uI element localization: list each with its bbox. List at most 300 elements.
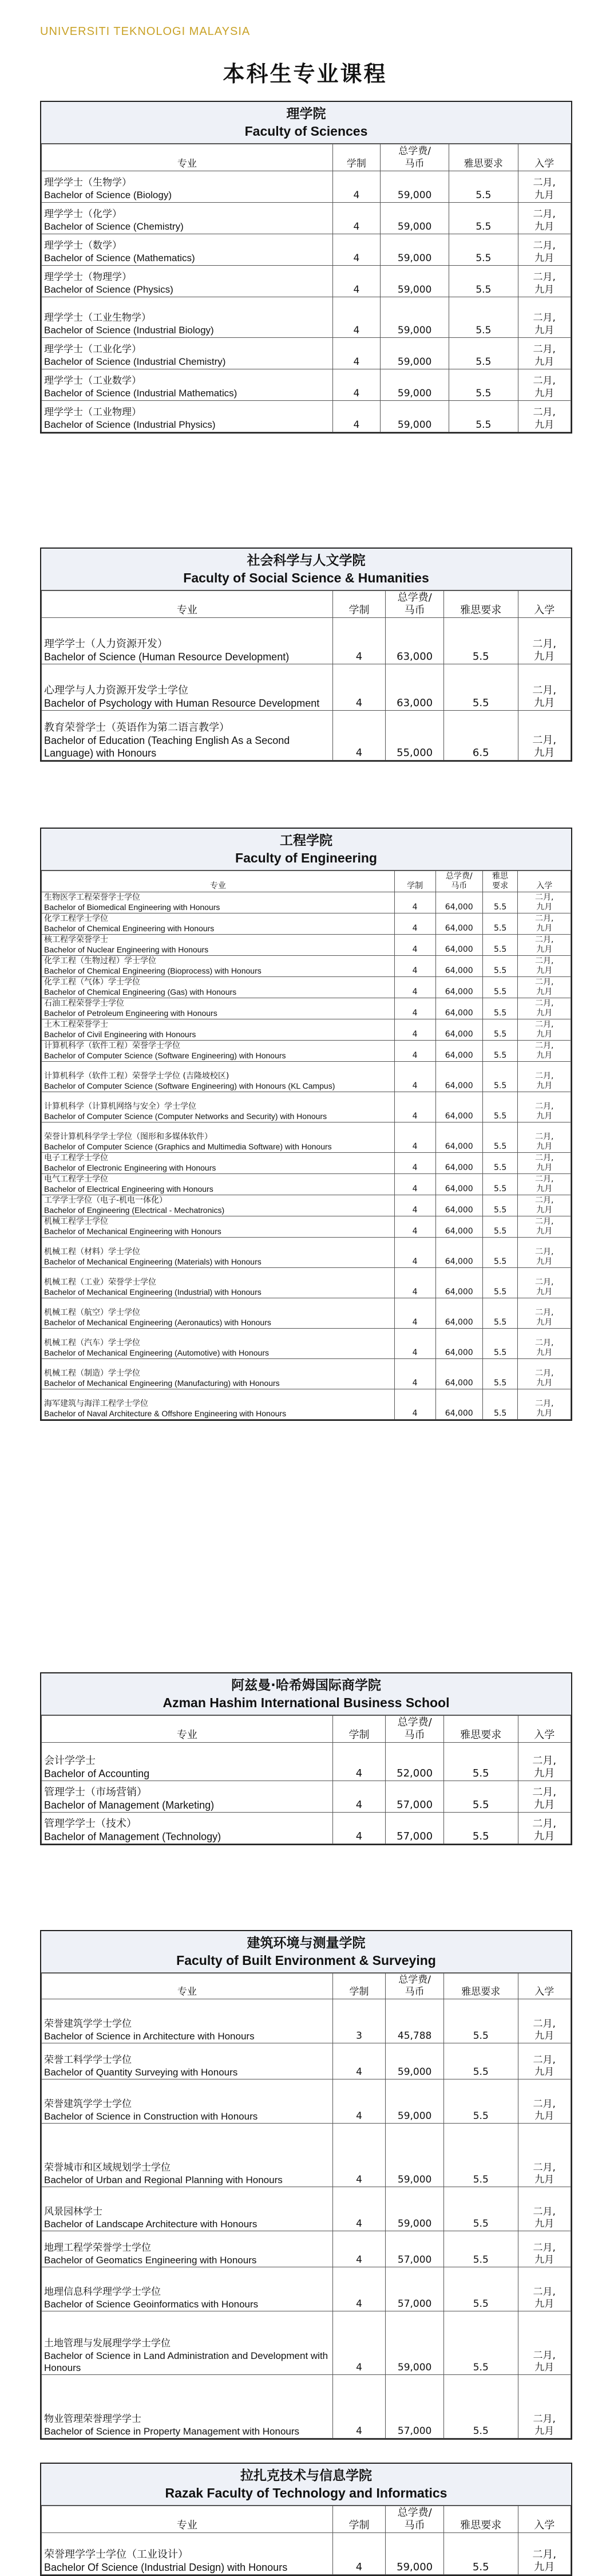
intake-cell: 二月, 九月 <box>518 1781 571 1813</box>
faculty-header <box>41 549 571 590</box>
intake-cell: 二月, 九月 <box>518 2533 571 2575</box>
duration-cell: 4 <box>332 234 380 266</box>
header-duration: 学制 <box>332 1716 386 1743</box>
duration-cell: 4 <box>332 203 380 234</box>
program-name-cell <box>42 1153 395 1174</box>
table-row <box>42 1268 571 1298</box>
faculty-name-zh: 阿兹曼·哈希姆国际商学院 <box>231 1678 381 1693</box>
program-name-zh: 机械工程（航空）学士学位 <box>44 1308 140 1317</box>
fee-cell: 64,000 <box>435 1041 482 1062</box>
intake-cell: 二月, 九月 <box>518 956 571 977</box>
program-name-zh: 地理工程学荣誉学士学位 <box>44 2242 151 2254</box>
intake-cell: 二月, 九月 <box>518 234 571 266</box>
fee-cell: 59,000 <box>386 2043 444 2079</box>
intake-cell: 二月, 九月 <box>518 1743 571 1781</box>
program-name-zh: 管理学学士（技术） <box>44 1818 137 1830</box>
ielts-cell: 5.5 <box>449 338 518 369</box>
program-name-zh: 理学学士（生物学） <box>44 177 132 188</box>
program-name-en: Bachelor of Mechanical Engineering (Manufacturing) with Honours <box>44 1378 280 1388</box>
program-name-zh: 生物医学工程荣誉学士学位 <box>44 893 140 902</box>
ielts-cell: 5.5 <box>444 2043 518 2079</box>
header-ielts: 雅思要求 <box>444 1974 518 1999</box>
intake-cell: 二月, 九月 <box>518 1216 571 1238</box>
duration-cell: 4 <box>394 1329 435 1359</box>
program-name-zh: 机械工程学士学位 <box>44 1217 108 1226</box>
table-row <box>42 369 571 401</box>
ielts-cell: 5.5 <box>482 1268 518 1298</box>
program-name-en: Bachelor of Management (Marketing) <box>44 1799 215 1811</box>
ielts-cell: 5.5 <box>482 892 518 913</box>
table-row <box>42 664 571 711</box>
duration-cell: 4 <box>394 935 435 956</box>
fee-cell: 59,000 <box>381 338 449 369</box>
program-name-zh: 理学学士（工业化学） <box>44 344 141 355</box>
table-row <box>42 2533 571 2575</box>
program-name-en: Bachelor of Science in Construction with Honours <box>44 2111 258 2122</box>
table-row <box>42 1216 571 1238</box>
header-duration: 学制 <box>332 144 380 171</box>
fee-cell: 64,000 <box>435 1122 482 1153</box>
fee-cell: 64,000 <box>435 1174 482 1195</box>
fee-cell: 59,000 <box>386 2079 444 2124</box>
duration-cell: 3 <box>332 1999 386 2043</box>
ielts-cell: 5.5 <box>444 2079 518 2124</box>
table-row <box>42 956 571 977</box>
duration-cell: 4 <box>332 2043 386 2079</box>
program-name-zh: 化学工程学士学位 <box>44 914 108 923</box>
ielts-cell: 5.5 <box>482 977 518 998</box>
table-row <box>42 1298 571 1329</box>
ielts-cell: 5.5 <box>482 1216 518 1238</box>
program-name-cell <box>42 1092 395 1122</box>
fee-cell: 63,000 <box>386 664 444 711</box>
program-name-en: Bachelor of Biomedical Engineering with Honours <box>44 903 220 912</box>
header-program: 专业 <box>42 1974 333 1999</box>
ielts-cell: 5.5 <box>482 1238 518 1268</box>
fee-cell: 55,000 <box>386 711 444 761</box>
intake-cell: 二月, 九月 <box>518 1122 571 1153</box>
program-name-cell <box>42 338 333 369</box>
program-name-cell <box>42 977 395 998</box>
table-row <box>42 1153 571 1174</box>
program-name-en: Bachelor of Electronic Engineering with Honours <box>44 1163 216 1172</box>
header-fee: 总学费/ 马币 <box>386 1716 444 1743</box>
program-name-cell <box>42 1268 395 1298</box>
intake-cell: 二月, 九月 <box>518 1062 571 1092</box>
intake-cell: 二月, 九月 <box>518 1153 571 1174</box>
program-name-cell <box>42 2231 333 2267</box>
program-name-cell <box>42 913 395 935</box>
page-title: 本科生专业课程 <box>223 61 387 86</box>
intake-cell: 二月, 九月 <box>518 1092 571 1122</box>
ielts-cell: 5.5 <box>444 664 518 711</box>
fee-cell: 59,000 <box>381 369 449 401</box>
duration-cell: 4 <box>394 1041 435 1062</box>
fee-cell: 64,000 <box>435 1359 482 1389</box>
faculty-header <box>41 102 571 144</box>
duration-cell: 4 <box>332 401 380 432</box>
ielts-cell: 5.5 <box>482 1122 518 1153</box>
program-name-zh: 荣誉计算机科学学士学位（图形和多媒体软件） <box>44 1132 212 1141</box>
duration-cell: 4 <box>332 2375 386 2439</box>
duration-cell: 4 <box>332 2311 386 2375</box>
program-name-en: Bachelor of Mechanical Engineering (Industrial) with Honours <box>44 1287 262 1297</box>
faculty-header <box>41 829 571 871</box>
program-name-cell <box>42 369 333 401</box>
ielts-cell: 5.5 <box>482 1329 518 1359</box>
program-name-en: Bachelor of Science (Human Resource Development) <box>44 651 290 663</box>
program-name-cell <box>42 1389 395 1420</box>
program-name-cell <box>42 1298 395 1329</box>
duration-cell: 4 <box>394 1019 435 1041</box>
duration-cell: 4 <box>332 1781 386 1813</box>
program-name-cell <box>42 1195 395 1216</box>
duration-cell: 4 <box>394 1092 435 1122</box>
program-name-cell <box>42 618 333 664</box>
ielts-cell: 5.5 <box>449 234 518 266</box>
duration-cell: 4 <box>332 664 386 711</box>
duration-cell: 4 <box>394 892 435 913</box>
program-name-zh: 管理学士（市场营销） <box>44 1786 147 1798</box>
intake-cell: 二月, 九月 <box>518 2311 571 2375</box>
fee-cell: 59,000 <box>381 203 449 234</box>
intake-cell: 二月, 九月 <box>518 1813 571 1844</box>
intake-cell: 二月, 九月 <box>518 203 571 234</box>
ielts-cell: 5.5 <box>449 171 518 203</box>
header-ielts: 雅思要求 <box>444 1716 518 1743</box>
header-program: 专业 <box>42 871 395 892</box>
program-name-zh: 理学学士（工业生物学） <box>44 312 151 324</box>
program-name-zh: 理学学士（人力资源开发） <box>44 638 168 650</box>
fee-cell: 63,000 <box>386 618 444 664</box>
table-row <box>42 1019 571 1041</box>
program-name-en: Bachelor of Nuclear Engineering with Honours <box>44 945 209 954</box>
table-row <box>42 338 571 369</box>
intake-cell: 二月, 九月 <box>518 1041 571 1062</box>
intake-cell: 二月, 九月 <box>518 401 571 432</box>
ielts-cell: 5.5 <box>449 297 518 338</box>
faculty-name-en: Faculty of Built Environment & Surveying <box>176 1953 436 1968</box>
program-name-en: Bachelor of Mechanical Engineering (Automotive) with Honours <box>44 1348 269 1357</box>
ielts-cell: 5.5 <box>482 935 518 956</box>
intake-cell: 二月, 九月 <box>518 664 571 711</box>
program-name-en: Bachelor of Science (Industrial Chemistry) <box>44 356 226 367</box>
program-name-zh: 心理学与人力资源开发学士学位 <box>44 684 188 696</box>
program-name-zh: 机械工程（汽车）学士学位 <box>44 1338 140 1348</box>
program-name-en: Bachelor of Management (Technology) <box>44 1831 221 1842</box>
duration-cell: 4 <box>394 1062 435 1092</box>
program-name-cell <box>42 1174 395 1195</box>
program-name-zh: 荣誉建筑学学士学位 <box>44 2018 132 2030</box>
program-name-zh: 计算机科学（软件工程）荣誉学士学位 (吉隆坡校区) <box>44 1072 229 1081</box>
table-header-row <box>42 591 571 618</box>
fee-cell: 64,000 <box>435 1298 482 1329</box>
intake-cell: 二月, 九月 <box>518 2043 571 2079</box>
ielts-cell: 5.5 <box>482 1062 518 1092</box>
table-row <box>42 1122 571 1153</box>
table-header-row <box>42 1716 571 1743</box>
duration-cell: 4 <box>332 338 380 369</box>
fee-cell: 57,000 <box>386 2231 444 2267</box>
program-name-zh: 物业管理荣誉理学学士 <box>44 2413 141 2425</box>
intake-cell: 二月, 九月 <box>518 171 571 203</box>
program-name-zh: 荣誉建筑学学士学位 <box>44 2098 132 2110</box>
program-name-zh: 核工程学荣誉学士 <box>44 935 108 944</box>
header-fee: 总学费/ 马币 <box>386 1974 444 1999</box>
program-name-cell <box>42 664 333 711</box>
duration-cell: 4 <box>332 2533 386 2575</box>
university-brand: UNIVERSITI TEKNOLOGI MALAYSIA <box>40 25 251 38</box>
fee-cell: 64,000 <box>435 998 482 1019</box>
program-name-cell <box>42 935 395 956</box>
fee-cell: 64,000 <box>435 913 482 935</box>
duration-cell: 4 <box>332 1743 386 1781</box>
intake-cell: 二月, 九月 <box>518 2375 571 2439</box>
fee-cell: 59,000 <box>386 2533 444 2575</box>
program-name-zh: 理学学士（物理学） <box>44 271 132 283</box>
program-table <box>41 871 571 1420</box>
intake-cell: 二月, 九月 <box>518 2267 571 2311</box>
program-name-en: Bachelor of Chemical Engineering (Bioprocess) with Honours <box>44 966 262 975</box>
ielts-cell: 5.5 <box>482 1359 518 1389</box>
duration-cell: 4 <box>332 1813 386 1844</box>
program-name-en: Bachelor of Science in Land Administration and Development with Honours <box>44 2350 328 2373</box>
ielts-cell: 5.5 <box>482 1092 518 1122</box>
header-intake: 入学 <box>518 2506 571 2533</box>
fee-cell: 57,000 <box>386 1813 444 1844</box>
table-row <box>42 618 571 664</box>
table-row <box>42 1999 571 2043</box>
program-name-zh: 理学学士（工业数学） <box>44 375 141 387</box>
program-name-cell <box>42 1019 395 1041</box>
intake-cell: 二月, 九月 <box>518 892 571 913</box>
table-row <box>42 1781 571 1813</box>
header-intake: 入学 <box>518 1974 571 1999</box>
program-name-cell <box>42 2533 333 2575</box>
program-name-cell <box>42 711 333 761</box>
program-table <box>41 2506 571 2575</box>
table-row <box>42 1174 571 1195</box>
program-name-zh: 海军建筑与海洋工程学士学位 <box>44 1399 148 1408</box>
program-name-en: Bachelor of Mechanical Engineering with Honours <box>44 1227 221 1236</box>
ielts-cell: 5.5 <box>482 1019 518 1041</box>
program-name-cell <box>42 1329 395 1359</box>
fee-cell: 64,000 <box>435 1238 482 1268</box>
intake-cell: 二月, 九月 <box>518 711 571 761</box>
program-name-en: Bachelor of Science in Property Management with Honours <box>44 2426 300 2437</box>
program-name-cell <box>42 1813 333 1844</box>
program-name-cell <box>42 2267 333 2311</box>
header-ielts: 雅思 要求 <box>482 871 518 892</box>
header-duration: 学制 <box>394 871 435 892</box>
program-name-en: Bachelor of Geomatics Engineering with Honours <box>44 2255 257 2266</box>
intake-cell: 二月, 九月 <box>518 2079 571 2124</box>
fee-cell: 59,000 <box>386 2124 444 2187</box>
fee-cell: 59,000 <box>386 2187 444 2231</box>
program-name-en: Bachelor of Computer Science (Graphics and Multimedia Software) with Honours <box>44 1142 332 1151</box>
header-fee: 总学费/ 马币 <box>381 144 449 171</box>
ielts-cell: 5.5 <box>449 369 518 401</box>
intake-cell: 二月, 九月 <box>518 1174 571 1195</box>
program-name-en: Bachelor of Science (Mathematics) <box>44 253 195 263</box>
program-name-cell <box>42 1062 395 1092</box>
fee-cell: 64,000 <box>435 1268 482 1298</box>
fee-cell: 59,000 <box>381 401 449 432</box>
program-name-en: Bachelor of Science Geoinformatics with Honours <box>44 2299 259 2310</box>
program-name-cell <box>42 998 395 1019</box>
program-name-en: Bachelor of Engineering (Electrical - Mechatronics) <box>44 1206 225 1215</box>
intake-cell: 二月, 九月 <box>518 297 571 338</box>
fee-cell: 64,000 <box>435 977 482 998</box>
program-name-zh: 荣誉城市和区域规划学士学位 <box>44 2162 171 2173</box>
faculty-name-zh: 建筑环境与测量学院 <box>247 1936 366 1951</box>
program-name-zh: 化学工程（生物过程）学士学位 <box>44 956 156 966</box>
fee-cell: 64,000 <box>435 956 482 977</box>
program-name-zh: 土地管理与发展理学学士学位 <box>44 2338 171 2349</box>
faculty-engineering <box>40 828 572 1421</box>
header-ielts: 雅思要求 <box>444 591 518 618</box>
duration-cell: 4 <box>394 1153 435 1174</box>
intake-cell: 二月, 九月 <box>518 618 571 664</box>
ielts-cell: 5.5 <box>444 1999 518 2043</box>
program-name-en: Bachelor of Chemical Engineering with Honours <box>44 924 215 933</box>
table-row <box>42 1813 571 1844</box>
duration-cell: 4 <box>332 618 386 664</box>
table-row <box>42 266 571 297</box>
program-name-zh: 荣誉理学学士学位（工业设计） <box>44 2549 188 2561</box>
program-name-en: Bachelor of Science (Physics) <box>44 284 173 295</box>
program-name-cell <box>42 266 333 297</box>
table-row <box>42 935 571 956</box>
fee-cell: 64,000 <box>435 1153 482 1174</box>
intake-cell: 二月, 九月 <box>518 935 571 956</box>
program-name-en: Bachelor of Education (Teaching English As a Second Language) with Honours <box>44 735 290 759</box>
program-name-en: Bachelor of Science (Biology) <box>44 190 172 200</box>
program-name-cell <box>42 956 395 977</box>
program-name-en: Bachelor of Quantity Surveying with Honours <box>44 2067 238 2078</box>
table-row <box>42 1743 571 1781</box>
faculty-header <box>41 1931 571 1973</box>
duration-cell: 4 <box>394 998 435 1019</box>
intake-cell: 二月, 九月 <box>518 1019 571 1041</box>
ielts-cell: 5.5 <box>444 2311 518 2375</box>
ielts-cell: 5.5 <box>449 266 518 297</box>
intake-cell: 二月, 九月 <box>518 1298 571 1329</box>
table-row <box>42 1092 571 1122</box>
program-name-en: Bachelor of Petroleum Engineering with Honours <box>44 1009 217 1018</box>
program-name-zh: 教育荣誉学士（英语作为第二语言教学） <box>44 722 229 734</box>
table-row <box>42 1041 571 1062</box>
intake-cell: 二月, 九月 <box>518 369 571 401</box>
program-name-zh: 会计学学士 <box>44 1755 96 1767</box>
ielts-cell: 5.5 <box>444 2267 518 2311</box>
program-name-zh: 计算机科学（计算机网络与安全）学士学位 <box>44 1102 196 1111</box>
program-name-zh: 土木工程荣誉学士 <box>44 1020 108 1029</box>
program-name-en: Bachelor of Landscape Architecture with Honours <box>44 2219 258 2230</box>
ielts-cell: 6.5 <box>444 711 518 761</box>
program-name-cell <box>42 1238 395 1268</box>
intake-cell: 二月, 九月 <box>518 1999 571 2043</box>
duration-cell: 4 <box>394 1195 435 1216</box>
duration-cell: 4 <box>332 297 380 338</box>
duration-cell: 4 <box>332 2079 386 2124</box>
program-name-cell <box>42 1041 395 1062</box>
table-row <box>42 2375 571 2439</box>
faculty-header <box>41 1673 571 1715</box>
duration-cell: 4 <box>394 1389 435 1420</box>
fee-cell: 59,000 <box>381 234 449 266</box>
fee-cell: 52,000 <box>386 1743 444 1781</box>
intake-cell: 二月, 九月 <box>518 338 571 369</box>
program-table <box>41 144 571 432</box>
ielts-cell: 5.5 <box>444 2375 518 2439</box>
ielts-cell: 5.5 <box>444 618 518 664</box>
program-name-cell <box>42 2043 333 2079</box>
program-name-cell <box>42 1122 395 1153</box>
program-name-zh: 电气工程学士学位 <box>44 1175 108 1184</box>
ielts-cell: 5.5 <box>482 1153 518 1174</box>
header-fee: 总学费/ 马币 <box>386 2506 444 2533</box>
fee-cell: 57,000 <box>386 1781 444 1813</box>
table-row <box>42 2043 571 2079</box>
header-ielts: 雅思要求 <box>444 2506 518 2533</box>
ielts-cell: 5.5 <box>482 1389 518 1420</box>
fee-cell: 64,000 <box>435 935 482 956</box>
program-name-cell <box>42 234 333 266</box>
fee-cell: 59,000 <box>381 171 449 203</box>
program-name-en: Bachelor of Civil Engineering with Honours <box>44 1030 196 1039</box>
intake-cell: 二月, 九月 <box>518 1389 571 1420</box>
table-row <box>42 401 571 432</box>
ielts-cell: 5.5 <box>482 1174 518 1195</box>
table-header-row <box>42 1974 571 1999</box>
ielts-cell: 5.5 <box>444 2124 518 2187</box>
ielts-cell: 5.5 <box>482 956 518 977</box>
fee-cell: 64,000 <box>435 892 482 913</box>
header-ielts: 雅思要求 <box>449 144 518 171</box>
faculty-name-en: Azman Hashim International Business School <box>163 1695 450 1710</box>
ielts-cell: 5.5 <box>449 401 518 432</box>
program-name-en: Bachelor of Science (Industrial Physics) <box>44 419 216 430</box>
fee-cell: 57,000 <box>386 2375 444 2439</box>
duration-cell: 4 <box>332 171 380 203</box>
program-name-en: Bachelor of Computer Science (Computer Networks and Security) with Honours <box>44 1112 327 1121</box>
table-row <box>42 1195 571 1216</box>
faculty-built-environment <box>40 1930 572 2440</box>
program-name-en: Bachelor of Mechanical Engineering (Materials) with Honours <box>44 1257 262 1266</box>
program-name-en: Bachelor of Mechanical Engineering (Aeronautics) with Honours <box>44 1318 271 1327</box>
table-row <box>42 1389 571 1420</box>
table-row <box>42 2079 571 2124</box>
table-row <box>42 1062 571 1092</box>
table-row <box>42 2231 571 2267</box>
program-name-en: Bachelor of Science in Architecture with Honours <box>44 2031 255 2042</box>
faculty-header <box>41 2464 571 2506</box>
ielts-cell: 5.5 <box>444 1743 518 1781</box>
table-row <box>42 171 571 203</box>
ielts-cell: 5.5 <box>444 2187 518 2231</box>
ielts-cell: 5.5 <box>482 1041 518 1062</box>
program-name-cell <box>42 401 333 432</box>
program-name-zh: 地理信息科学理学学士学位 <box>44 2286 161 2298</box>
fee-cell: 64,000 <box>435 1092 482 1122</box>
program-name-en: Bachelor of Urban and Regional Planning with Honours <box>44 2175 283 2185</box>
program-name-cell <box>42 203 333 234</box>
program-name-zh: 理学学士（数学） <box>44 240 122 251</box>
table-row <box>42 892 571 913</box>
ielts-cell: 5.5 <box>444 1781 518 1813</box>
fee-cell: 64,000 <box>435 1329 482 1359</box>
